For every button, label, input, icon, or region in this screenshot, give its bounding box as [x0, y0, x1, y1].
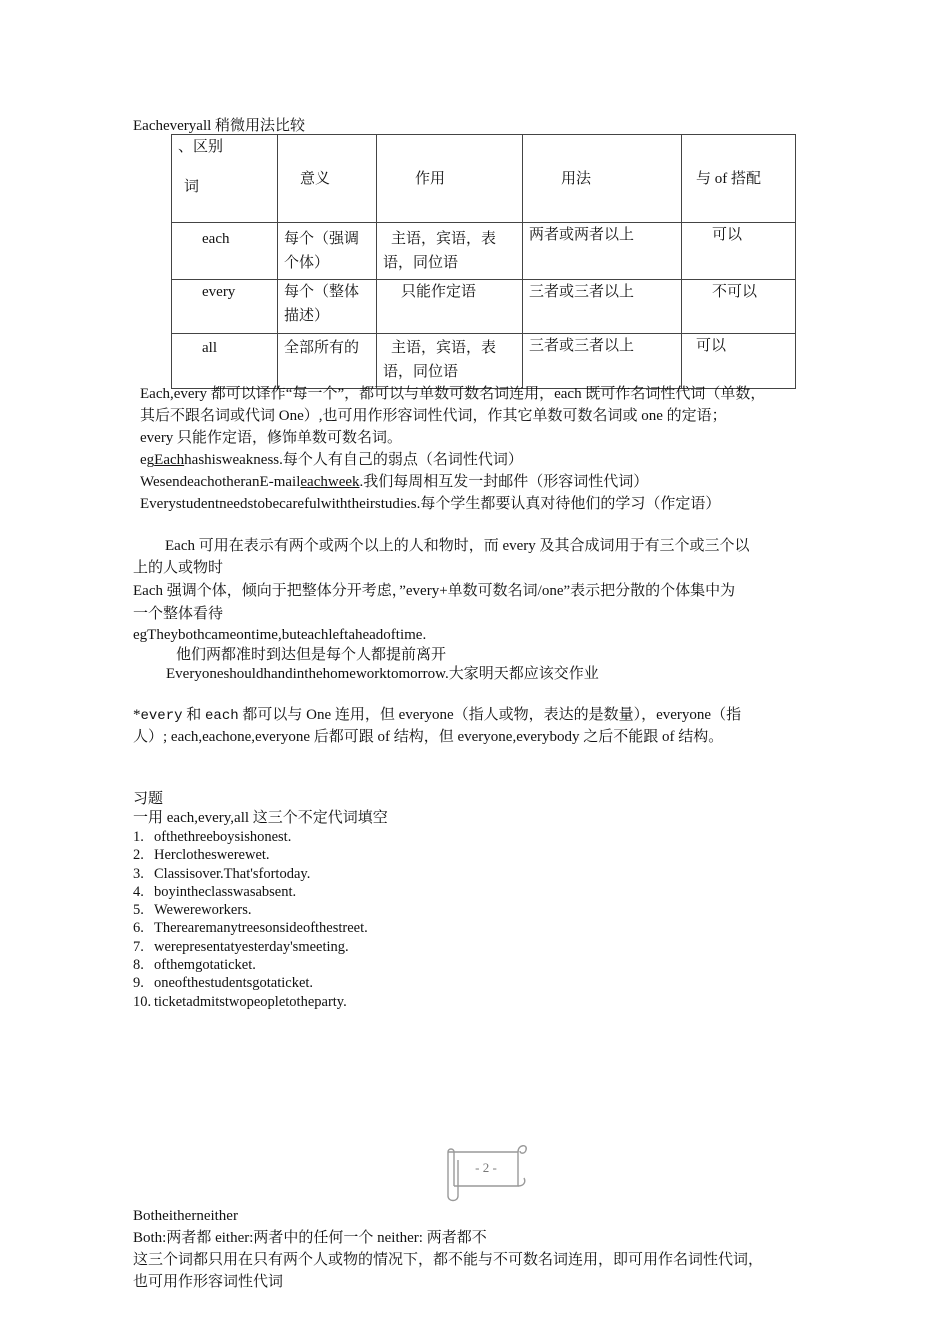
- example-prefix: eg: [140, 452, 155, 468]
- item-number: 4.: [133, 883, 144, 900]
- note-word-each: each: [205, 708, 239, 724]
- header-role: 作用: [377, 135, 523, 223]
- row-of: 不可以: [682, 280, 796, 334]
- list-item: [133, 828, 368, 846]
- comparison-table: [171, 134, 796, 389]
- example-prefix: WesendeachotheranE-mail: [140, 474, 301, 490]
- row-usage: 三者或三者以上: [523, 334, 682, 389]
- item-text: Classisover.That'sfortoday.: [154, 865, 311, 882]
- row-word: every: [172, 280, 278, 334]
- row-of: 可以: [682, 334, 796, 389]
- example-every: Everystudentneedstobecarefulwiththeirstudies.每个学生都要认真对待他们的学习（作定语）: [140, 496, 721, 512]
- para2-everyone: Everyoneshouldhandinthehomeworktomorrow.大家明天都应该交作业: [166, 666, 599, 682]
- corner-label-bottom: 词: [184, 179, 200, 195]
- note-line2: 人）; each,eachone,everyone 后都可跟 of 结构，但 everyone,everybody 之后不能跟 of 结构。: [133, 729, 724, 745]
- page-number: - 2 -: [475, 1160, 497, 1175]
- note-line1: [133, 705, 741, 726]
- row-meaning: 每个（整体描述）: [278, 280, 377, 334]
- example-underlined: eachweek: [300, 474, 360, 490]
- corner-label-top: 、区别: [178, 139, 224, 155]
- list-item: [133, 974, 368, 992]
- table-row: [172, 334, 796, 389]
- row-word: each: [172, 223, 278, 280]
- list-item: [133, 901, 368, 919]
- row-usage: 两者或两者以上: [523, 223, 682, 280]
- item-text: ofthethreeboysishonest.: [154, 829, 292, 845]
- list-item: [133, 883, 368, 901]
- para2-line3: Each 强调个体，倾向于把整体分开考虑，”every+单数可数名词/one”表示把分散的个体集中为: [133, 583, 736, 599]
- section2-title: Botheitherneither: [133, 1208, 238, 1224]
- exercise-heading: 习题: [133, 791, 164, 807]
- table-header-row: [172, 135, 796, 223]
- list-item: [133, 846, 368, 864]
- list-item: [133, 919, 368, 937]
- para2-line2: 上的人或物时: [133, 560, 224, 576]
- note-star: *: [133, 707, 141, 723]
- row-word: all: [172, 334, 278, 389]
- list-item: [133, 865, 368, 883]
- item-number: 9.: [133, 975, 144, 992]
- header-meaning: 意义: [278, 135, 377, 223]
- item-text: ofthemgotaticket.: [154, 957, 256, 974]
- row-role: 主语，宾语，表语，同位语: [377, 223, 523, 280]
- para1-line3: every 只能作定语，修饰单数可数名词。: [140, 430, 403, 446]
- header-usage: 用法: [523, 135, 682, 223]
- example-rest: .我们每周相互发一封邮件（形容词性代词）: [359, 474, 649, 490]
- row-meaning: 全部所有的: [278, 334, 377, 389]
- note-word-every: every: [140, 708, 183, 724]
- table-row: [172, 223, 796, 280]
- item-number: 8.: [133, 957, 144, 974]
- example-each: [140, 450, 523, 470]
- row-role: 主语，宾语，表语，同位语: [377, 334, 523, 389]
- section2-line3: 也可用作形容词性代词: [133, 1274, 284, 1290]
- table-row: [172, 280, 796, 334]
- item-number: 6.: [133, 920, 144, 937]
- row-usage: 三者或三者以上: [523, 280, 682, 334]
- exercise-instruction: 一用 each,every,all 这三个不定代词填空: [133, 810, 388, 826]
- table-corner-cell: [172, 135, 278, 223]
- item-text: werepresentatyesterday'smeeting.: [154, 938, 349, 955]
- list-item: [133, 938, 368, 956]
- list-item: [133, 956, 368, 974]
- item-text: ticketadmitstwopeopletotheparty.: [154, 993, 347, 1010]
- para2-translation: 他们两都准时到达但是每个人都提前离开: [176, 647, 447, 663]
- item-number: 3.: [133, 865, 144, 882]
- row-meaning: 每个（强调个体）: [278, 223, 377, 280]
- item-number: 2.: [133, 847, 144, 864]
- item-number: 7.: [133, 938, 144, 955]
- item-number: 10.: [133, 993, 152, 1010]
- list-item: [133, 993, 368, 1011]
- para2-line1: Each 可用在表示有两个或两个以上的人和物时，而 every 及其合成词用于有三个或三个以: [165, 538, 750, 554]
- row-role: 只能作定语: [377, 280, 523, 334]
- row-of: 可以: [682, 223, 796, 280]
- example-underlined: Each: [154, 452, 185, 468]
- item-text: boyintheclasswasabsent.: [154, 883, 297, 900]
- item-text: Therearemanytreesonsideofthestreet.: [154, 920, 368, 937]
- item-number: 1.: [133, 829, 144, 845]
- note-rest: 都可以与 One 连用，但 everyone（指人或物，表达的是数量），everyone（指: [238, 707, 742, 723]
- item-text: oneofthestudentsgotaticket.: [154, 975, 314, 992]
- exercise-list: [133, 828, 368, 1011]
- note-and: 和: [182, 707, 206, 723]
- para2-example: egTheybothcameontime,buteachleftaheadoftime.: [133, 627, 427, 643]
- section2-line1: Both:两者都 either:两者中的任何一个 neither: 两者都不: [133, 1230, 487, 1246]
- doc-title: Eacheveryall 稍微用法比较: [133, 118, 306, 134]
- para2-line4: 一个整体看待: [133, 606, 224, 622]
- example-rest: hashisweakness.每个人有自己的弱点（名词性代词）: [184, 452, 523, 468]
- page-number-scroll: [438, 1138, 528, 1204]
- header-of: 与 of 搭配: [682, 135, 796, 223]
- para1-line2: 其后不跟名词或代词 One）,也可用作形容词性代词，作其它单数可数名词或 one 的定语；: [140, 408, 727, 424]
- item-text: Wewereworkers.: [154, 902, 252, 919]
- section2-line2: 这三个词都只用在只有两个人或物的情况下，都不能与不可数名词连用，即可用作名词性代词，: [133, 1252, 764, 1268]
- example-eachweek: [140, 472, 648, 492]
- item-number: 5.: [133, 902, 144, 919]
- item-text: Herclotheswerewet.: [154, 847, 270, 864]
- para1-line1: Each,every 都可以译作“每一个”，都可以与单数可数名词连用，each 既可作名词性代词（单数，: [140, 386, 766, 402]
